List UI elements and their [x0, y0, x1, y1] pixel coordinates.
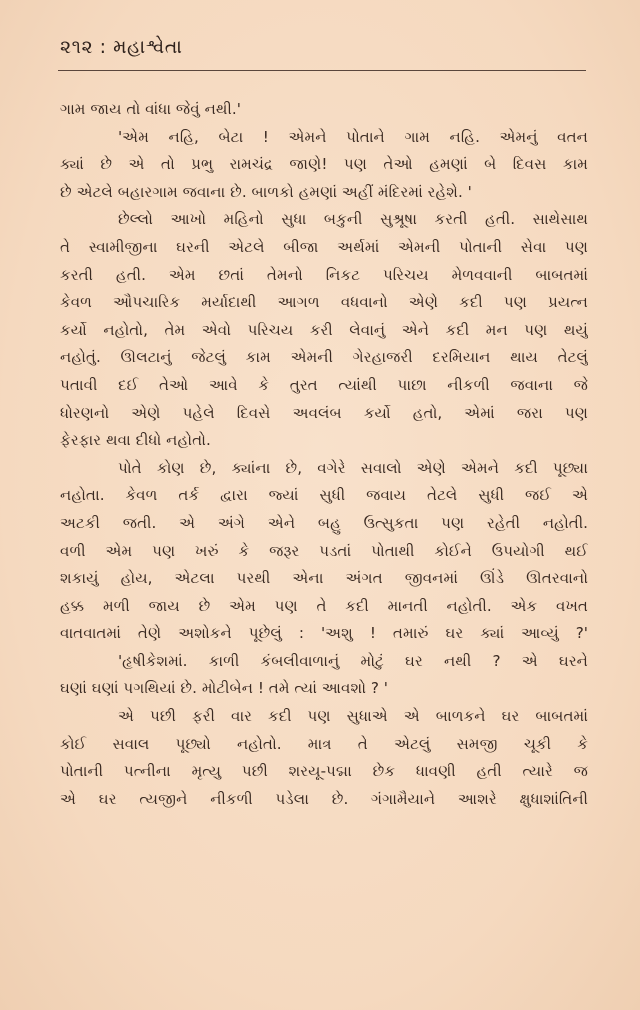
text-line: ઘણાં ઘણાં પગથિયાં છે. મોટીબેન ! તમે ત્યાં આવશો ? ': [60, 679, 388, 698]
text-line: વળી એમ પણ ખરું કે જરૂર પડતાં પોતાથી કોઈને ઉપયોગી થઈ: [60, 541, 588, 560]
text-line: નહોતા. કેવળ તર્ક દ્વારા જ્યાં સુધી જવાય તેટલે સુધી જઈ એ: [60, 486, 588, 505]
text-line: ક્યાં છે એ તો પ્રભુ રામચંદ્ર જાણે! પણ તેઓ હમણાં બે દિવસ કામ: [60, 155, 588, 174]
text-line: ફેરફાર થવા દીધો નહોતો.: [60, 431, 211, 450]
text-line: કર્યો નહોતો, તેમ એવો પરિચય કરી લેવાનું એને કદી મન પણ થયું: [60, 320, 588, 339]
page-body-text: [60, 96, 588, 813]
text-line: પતાવી દઈ તેઓ આવે કે તુરત ત્યાંથી પાછા નીકળી જવાના જે: [60, 375, 588, 394]
text-line: શકાયું હોય, એટલા પરથી એના અંગત જીવનમાં ઊંડે ઊતરવાનો: [60, 569, 588, 588]
text-line: નહોતું. ઊલટાનું જેટલું કામ એમની ગેરહાજરી દરમિયાન થાય તેટલું: [60, 348, 588, 367]
text-line: એ પછી ફરી વાર કદી પણ સુધાએ એ બાળકને ઘર બાબતમાં: [118, 707, 588, 726]
text-line: પોતાની પત્નીના મૃત્યુ પછી શરયૂ-પદ્મા છેક ધાવણી હતી ત્યારે જ: [60, 762, 588, 781]
header-rule: [58, 70, 586, 71]
text-line: ધોરણનો એણે પહેલે દિવસે અવલંબ કર્યો હતો, એમાં જરા પણ: [60, 403, 588, 422]
text-line: ગામ જાય તો વાંધા જેવું નથી.': [60, 100, 241, 118]
text-line: હક્ક મળી જાય છે એમ પણ તે કદી માનતી નહોતી. એક વખત: [60, 596, 588, 615]
text-line: પોતે કોણ છે, ક્યાંના છે, વગેરે સવાલો એણે એમને કદી પૂછ્યા: [118, 458, 588, 477]
text-line: એ ઘર ત્યજીને નીકળી પડેલા છે. ગંગામૈયાને આશરે ક્ષુધાશાંતિની: [60, 789, 588, 808]
text-line: વાતવાતમાં તેણે અશોકને પૂછેલું : 'અશુ ! તમારું ઘર ક્યાં આવ્યું ?': [60, 624, 588, 643]
text-line: 'હૃષીકેશમાં. કાળી કંબલીવાળાનું મોટું ઘર નથી ? એ ઘરને: [118, 651, 588, 670]
running-head: ૨૧૨ : મહાશ્વેતા: [60, 36, 183, 58]
text-line: કેવળ ઔપચારિક મર્યાદાથી આગળ વધવાનો એણે કદી પણ પ્રયત્ન: [60, 293, 588, 312]
text-line: 'એમ નહિ, બેટા ! એમને પોતાને ગામ નહિ. એમનું વતન: [118, 127, 588, 146]
text-line: છેલ્લો આખો મહિનો સુધા બકુની સુશ્રૂષા કરતી હતી. સાથેસાથ: [118, 210, 588, 229]
text-line: તે સ્વામીજીના ઘરની એટલે બીજા અર્થમાં એમની પોતાની સેવા પણ: [60, 237, 588, 256]
text-line: છે એટલે બહારગામ જવાના છે. બાળકો હમણાં અહીં મંદિરમાં રહેશે. ': [60, 182, 472, 201]
text-line: અટકી જતી. એ અંગે એને બહુ ઉત્સુકતા પણ રહેતી નહોતી.: [60, 513, 588, 532]
text-line: કરતી હતી. એમ છતાં તેમનો નિકટ પરિચય મેળવવાની બાબતમાં: [60, 265, 588, 284]
text-line: કોઈ સવાલ પૂછ્યો નહોતો. માત્ર તે એટલું સમજી ચૂકી કે: [60, 734, 588, 753]
